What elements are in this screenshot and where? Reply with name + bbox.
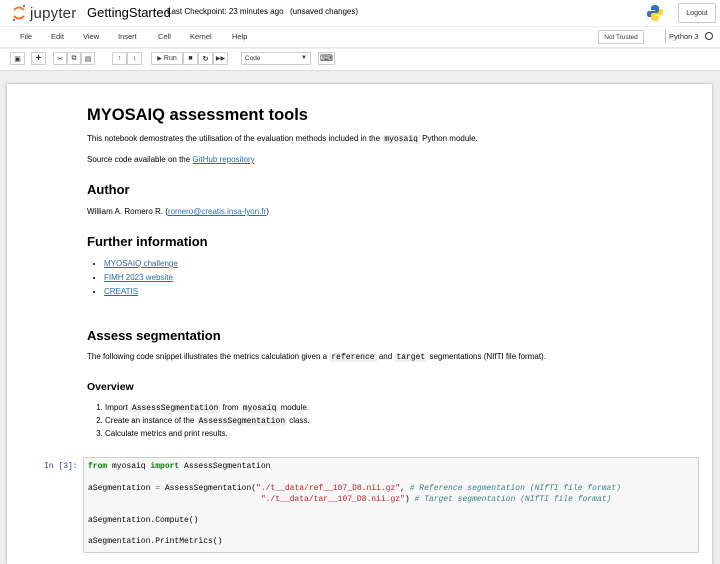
edit-button-group	[53, 52, 95, 65]
assess-text: The following code snippet illustrates the metrics calculation given a	[87, 352, 328, 361]
cut-button[interactable]	[53, 52, 67, 65]
list-item	[104, 273, 178, 287]
assess-paragraph	[87, 352, 546, 362]
list-item	[105, 429, 310, 442]
target-code: target	[396, 353, 426, 362]
code-line: aSegmentation.PrintMetrics()	[88, 537, 223, 546]
author-close: )	[266, 207, 269, 216]
copy-icon: ⧉	[71, 54, 77, 62]
author-paragraph	[87, 207, 269, 216]
toolbar	[0, 49, 720, 71]
fast-forward-icon: ▶▶	[215, 56, 226, 62]
source-paragraph	[87, 155, 255, 164]
move-button-group	[112, 52, 142, 65]
paste-button[interactable]	[81, 52, 95, 65]
overview-heading: Overview	[87, 381, 134, 393]
kernel-separator	[665, 30, 666, 43]
checkpoint-status: Last Checkpoint: 23 minutes ago	[167, 7, 284, 16]
jupyter-logo-text: jupyter	[30, 4, 77, 22]
code-line: aSegmentation.Compute()	[88, 516, 199, 525]
author-name: William A. Romero R. (	[87, 207, 168, 216]
list-item	[105, 403, 310, 416]
save-button[interactable]	[10, 52, 25, 65]
menubar	[0, 27, 720, 48]
plus-icon: +	[35, 53, 42, 64]
github-link[interactable]: GitHub repository	[192, 155, 255, 164]
cell-type-value: Code	[245, 55, 261, 62]
restart-icon: ↻	[202, 55, 209, 63]
further-info-list	[87, 259, 178, 301]
interrupt-button[interactable]	[183, 52, 198, 65]
step-text: module.	[278, 403, 310, 412]
run-button[interactable]	[151, 52, 183, 65]
step-text: from	[220, 403, 241, 412]
scissors-icon: ✂	[57, 55, 63, 63]
fimh-website-link[interactable]: FIMH 2023 website	[104, 273, 173, 282]
run-button-group	[151, 52, 228, 65]
cell-type-select[interactable]	[241, 52, 311, 65]
python-logo-icon	[646, 4, 664, 22]
notebook-title: MYOSAIQ assessment tools	[87, 106, 308, 124]
kernel-idle-indicator-icon	[705, 32, 713, 40]
intro-text-end: Python module.	[422, 134, 478, 143]
step-code: AssessSegmentation	[131, 404, 219, 413]
list-item	[104, 259, 178, 273]
menu-edit[interactable]: Edit	[51, 32, 64, 41]
step-text: class.	[287, 416, 310, 425]
paste-icon: ▤	[84, 55, 92, 63]
step-text: Import	[105, 403, 130, 412]
autosave-status: (unsaved changes)	[290, 7, 359, 16]
assess-and: and	[378, 352, 393, 361]
assess-text-end: segmentations (NIfTI file format).	[429, 352, 546, 361]
further-info-heading: Further information	[87, 234, 208, 249]
list-item	[105, 416, 310, 429]
not-trusted-button[interactable]: Not Trusted	[598, 30, 644, 44]
jupyter-logo[interactable]	[12, 3, 76, 23]
code-line: "./t__data/tar__107_D8.nii.gz") # Target segmentation (NIfTI file format)	[260, 495, 612, 504]
code-cell-editor[interactable]	[83, 457, 699, 553]
restart-button[interactable]	[198, 52, 213, 65]
step-text: Create an instance of the	[105, 416, 197, 425]
menu-insert[interactable]: Insert	[118, 32, 137, 41]
logout-button[interactable]: Logout	[678, 3, 716, 23]
myosaiq-challenge-link[interactable]: MYOSAIQ challenge	[104, 259, 178, 268]
intro-paragraph	[87, 134, 478, 144]
jupyter-logo-icon	[12, 4, 26, 22]
arrow-down-icon: ↓	[132, 55, 137, 62]
reference-code: reference	[331, 353, 375, 362]
arrow-up-icon: ↑	[117, 55, 122, 62]
copy-button[interactable]	[67, 52, 81, 65]
kernel-name[interactable]: Python 3	[669, 32, 699, 41]
overview-list	[87, 403, 310, 442]
input-prompt: In [3]:	[44, 462, 78, 471]
keyboard-icon: ⌨	[320, 53, 333, 63]
source-text: Source code available on the	[87, 155, 191, 164]
header	[0, 0, 720, 26]
notebook-name[interactable]: GettingStarted	[87, 5, 171, 20]
play-icon: ▶	[157, 56, 162, 62]
code-line: from myosaiq import AssessSegmentation	[88, 462, 271, 471]
creatis-link[interactable]: CREATIS	[104, 287, 139, 296]
list-item	[104, 287, 178, 301]
insert-cell-button[interactable]	[31, 52, 46, 65]
move-down-button[interactable]	[127, 52, 142, 65]
assess-heading: Assess segmentation	[87, 328, 221, 343]
chevron-down-icon: ▼	[301, 55, 307, 61]
run-label: Run	[163, 55, 177, 62]
menu-view[interactable]: View	[83, 32, 100, 41]
command-palette-button[interactable]	[318, 52, 335, 65]
menu-kernel[interactable]: Kernel	[190, 32, 212, 41]
step-code: AssessSegmentation	[198, 417, 286, 426]
author-heading: Author	[87, 182, 130, 197]
intro-text: This notebook demostrates the utilisation of the evaluation methods included in the	[87, 134, 381, 143]
stop-icon: ■	[188, 55, 193, 62]
author-email-link[interactable]: romero@creatis.insa-lyon.fr	[167, 207, 267, 216]
save-icon: ▣	[14, 55, 21, 63]
move-up-button[interactable]	[112, 52, 127, 65]
restart-run-all-button[interactable]	[213, 52, 228, 65]
menu-cell[interactable]: Cell	[158, 32, 171, 41]
step-text: Calculate metrics and print results.	[105, 429, 228, 438]
step-code: myosaiq	[242, 404, 277, 413]
menu-file[interactable]: File	[20, 32, 33, 41]
intro-code: myosaiq	[384, 135, 418, 144]
menu-help[interactable]: Help	[232, 32, 248, 41]
code-line: aSegmentation = AssessSegmentation("./t__data/ref__107_D8.nii.gz", # Reference segmentation (NIfTI file format)	[88, 484, 621, 493]
